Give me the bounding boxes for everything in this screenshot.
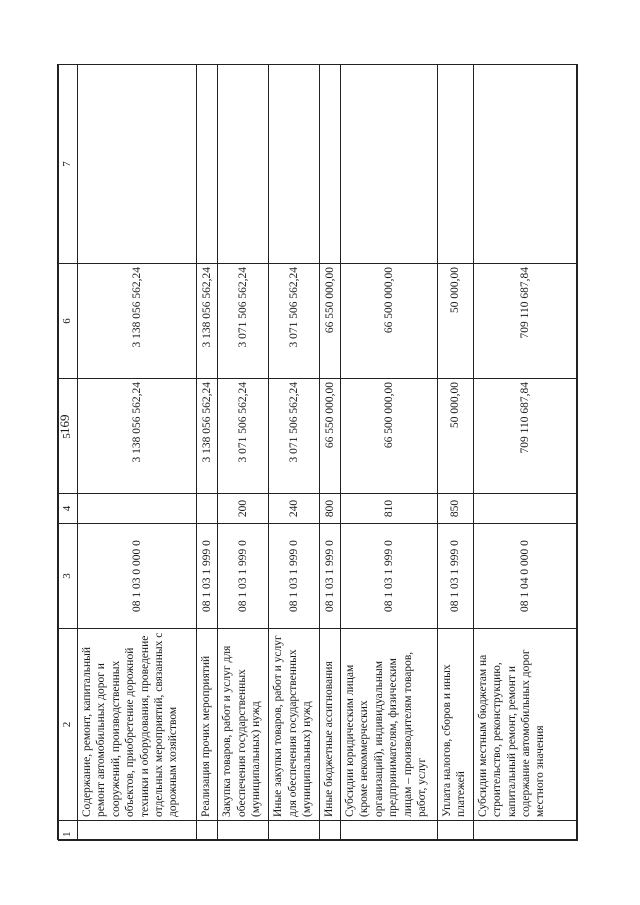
row-sum5-cell: 3 138 056 562,24 [196, 379, 217, 494]
row-sum6-cell: 709 110 687,84 [473, 264, 577, 379]
table-row [320, 65, 341, 841]
row-number-cell [437, 821, 473, 841]
budget-table [58, 64, 578, 841]
row-vr-cell: 800 [320, 494, 341, 524]
row-vr-cell: 200 [218, 494, 269, 524]
row-code-cell: 08 1 03 1 999 0 [269, 524, 320, 629]
row-sum5-cell: 709 110 687,84 [473, 379, 577, 494]
row-vr-cell: 240 [269, 494, 320, 524]
row-col7-cell [78, 65, 197, 264]
header-cell: 2 [59, 629, 78, 821]
row-name-cell: Содержание, ремонт, капитальный ремонт автомобильных дорог и сооружений, производственных объектов, приобретение дорожной техники и оборудования, проведение отдельных мероприятий, связанных с дорожным хозяйством [78, 629, 197, 821]
row-sum5-cell: 50 000,00 [437, 379, 473, 494]
row-number-cell [473, 821, 577, 841]
table-row [196, 65, 217, 841]
row-vr-cell [78, 494, 197, 524]
header-cell: 7 [59, 65, 78, 264]
row-code-cell: 08 1 03 0 000 0 [78, 524, 197, 629]
row-sum5-cell: 66 550 000,00 [320, 379, 341, 494]
table-row [341, 65, 438, 841]
row-code-cell: 08 1 03 1 999 0 [341, 524, 438, 629]
row-col7-cell [341, 65, 438, 264]
row-col7-cell [320, 65, 341, 264]
header-cell: 1 [59, 821, 78, 841]
table-row [78, 65, 197, 841]
row-col7-cell [218, 65, 269, 264]
document-table-frame [57, 64, 577, 840]
row-vr-cell: 850 [437, 494, 473, 524]
row-col7-cell [196, 65, 217, 264]
row-sum5-cell: 3 138 056 562,24 [78, 379, 197, 494]
row-sum5-cell: 3 071 506 562,24 [269, 379, 320, 494]
header-cell: 3 [59, 524, 78, 629]
table-row [473, 65, 577, 841]
row-name-cell: Уплата налогов, сборов и иных платежей [437, 629, 473, 821]
row-col7-cell [269, 65, 320, 264]
row-name-cell: Иные закупки товаров, работ и услуг для обеспечения государственных (муниципальных) нужд [269, 629, 320, 821]
row-sum6-cell: 3 138 056 562,24 [196, 264, 217, 379]
row-col7-cell [437, 65, 473, 264]
row-sum6-cell: 3 071 506 562,24 [218, 264, 269, 379]
row-number-cell [320, 821, 341, 841]
row-name-cell: Реализация прочих мероприятий [196, 629, 217, 821]
row-name-cell: Субсидии местным бюджетам на строительство, реконструкцию, капитальный ремонт, ремонт и содержание автомобильных дорог местного значения [473, 629, 577, 821]
header-cell: 4 [59, 494, 78, 524]
row-vr-cell: 810 [341, 494, 438, 524]
row-sum6-cell: 50 000,00 [437, 264, 473, 379]
row-sum5-cell: 3 071 506 562,24 [218, 379, 269, 494]
row-sum6-cell: 66 550 000,00 [320, 264, 341, 379]
row-code-cell: 08 1 03 1 999 0 [196, 524, 217, 629]
rotated-table-container [58, 65, 578, 841]
row-vr-cell [473, 494, 577, 524]
row-sum6-cell: 3 071 506 562,24 [269, 264, 320, 379]
table-row [437, 65, 473, 841]
row-vr-cell [196, 494, 217, 524]
row-name-cell: Субсидии юридическим лицам (кроме некоммерческих организаций), индивидуальным предпринимателям, физическим лицам – производителям товаров, работ, услуг [341, 629, 438, 821]
row-sum6-cell: 3 138 056 562,24 [78, 264, 197, 379]
row-sum5-cell: 66 500 000,00 [341, 379, 438, 494]
row-code-cell: 08 1 03 1 999 0 [218, 524, 269, 629]
table-header-row [59, 65, 78, 841]
page-number: 169 [57, 414, 72, 434]
row-number-cell [218, 821, 269, 841]
table-row [269, 65, 320, 841]
row-name-cell: Иные бюджетные ассигнования [320, 629, 341, 821]
row-code-cell: 08 1 04 0 000 0 [473, 524, 577, 629]
row-number-cell [78, 821, 197, 841]
row-col7-cell [473, 65, 577, 264]
row-code-cell: 08 1 03 1 999 0 [320, 524, 341, 629]
header-cell: 5 [59, 379, 78, 494]
row-number-cell [269, 821, 320, 841]
row-name-cell: Закупка товаров, работ и услуг для обеспечения государственных (муниципальных) нужд [218, 629, 269, 821]
row-number-cell [341, 821, 438, 841]
row-sum6-cell: 66 500 000,00 [341, 264, 438, 379]
row-code-cell: 08 1 03 1 999 0 [437, 524, 473, 629]
row-number-cell [196, 821, 217, 841]
table-row [218, 65, 269, 841]
header-cell: 6 [59, 264, 78, 379]
